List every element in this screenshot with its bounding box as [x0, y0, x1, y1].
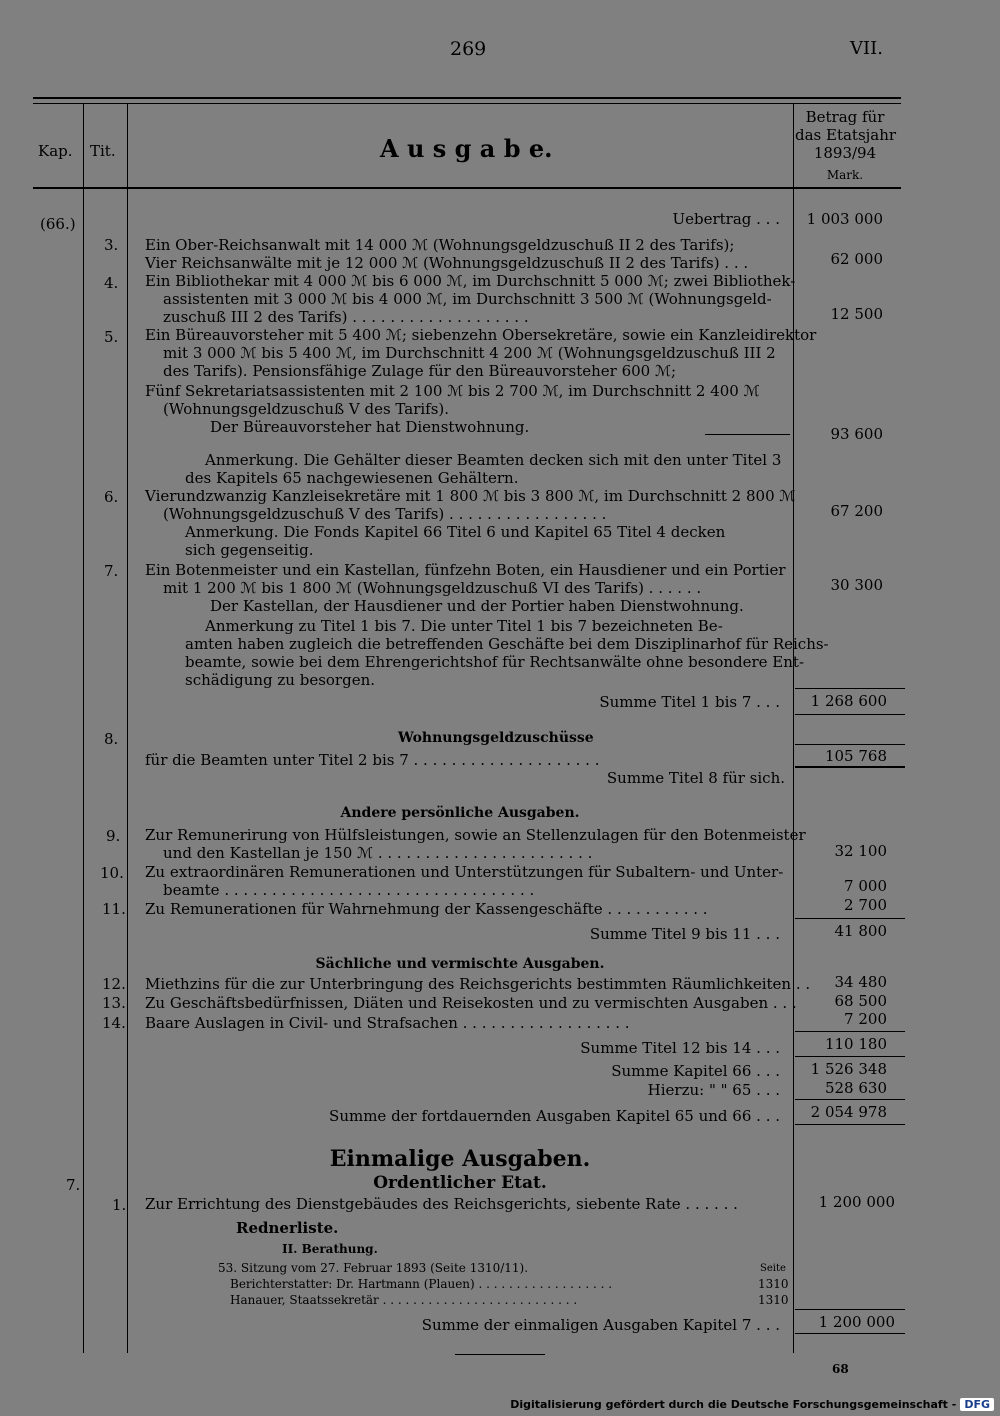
bottom-short-rule [455, 1354, 545, 1355]
titel-8: 8. [104, 730, 119, 748]
titel-5-line-2: mit 3 000 ℳ bis 5 400 ℳ, im Durchschnitt 4 200 ℳ (Wohnungsgeldzuschuß III 2 [163, 344, 776, 362]
sheet-number: 68 [832, 1362, 849, 1376]
einmalig-titel-1-line-1: Zur Errichtung des Dienstgebäudes des Reichsgerichts, siebente Rate . . . . . . [145, 1195, 738, 1213]
sum-1-7-under-rule [795, 714, 905, 715]
top-rule-thin [33, 103, 901, 104]
titel-4-line-1: Ein Bibliothekar mit 4 000 ℳ bis 6 000 ℳ, im Durchschnitt 5 000 ℳ; zwei Bibliothek- [145, 272, 796, 290]
titel-6: 6. [104, 488, 119, 506]
titel-11-amount: 2 700 [844, 896, 887, 914]
titel-6-line-1: Vierundzwanzig Kanzleisekretäre mit 1 800 ℳ bis 3 800 ℳ, im Durchschnitt 2 800 ℳ [145, 487, 796, 505]
saechliche-heading: Sächliche und vermischte Ausgaben. [315, 956, 605, 972]
anmerkung-1-line-2: des Kapitels 65 nachgewiesenen Gehältern. [185, 469, 519, 487]
dfg-footer [0, 1396, 1000, 1416]
titel-12-line-1: Miethzins für die zur Unterbringung des Reichsgerichts bestimmten Räumlichkeiten . . [145, 975, 811, 993]
ordentlicher-etat-heading: Ordentlicher Etat. [373, 1173, 547, 1193]
berathung-heading: II. Berathung. [282, 1242, 378, 1256]
redner-1-page: 1310 [758, 1277, 789, 1291]
seite-label: Seite [760, 1263, 786, 1274]
titel-7-amount: 30 300 [830, 576, 883, 594]
titel-7-line-6: beamte, sowie bei dem Ehrengerichtshof für Rechtsanwälte ohne besondere Ent- [185, 653, 805, 671]
kap-7: 7. [66, 1176, 81, 1194]
titel-5-line-1: Ein Büreauvorsteher mit 5 400 ℳ; siebenzehn Obersekretäre, sowie ein Kanzleidirektor [145, 326, 817, 344]
titel-5-amount: 93 600 [830, 425, 883, 443]
hierzu-label: Hierzu: " " 65 . . . [647, 1081, 780, 1099]
titel-5: 5. [104, 328, 119, 346]
redner-2-page: 1310 [758, 1293, 789, 1307]
kap-66: (66.) [40, 215, 76, 233]
titel-11-line-1: Zu Remunerationen für Wahrnehmung der Kassengeschäfte . . . . . . . . . . . [145, 900, 708, 918]
sum-9-11-rule [795, 918, 905, 919]
titel-7-line-4: Anmerkung zu Titel 1 bis 7. Die unter Titel 1 bis 7 bezeichneten Be- [205, 617, 723, 635]
header-currency: Mark. [826, 168, 864, 182]
header-amount-line2: das Etatsjahr [795, 126, 897, 144]
uebertrag-amount: 1 003 000 [806, 210, 883, 228]
titel-4-line-2: assistenten mit 3 000 ℳ bis 4 000 ℳ, im Durchschnitt 3 500 ℳ (Wohnungsgeld- [163, 290, 772, 308]
sum-kap66-label: Summe Kapitel 66 . . . [611, 1062, 780, 1080]
titel-13-amount: 68 500 [834, 992, 887, 1010]
sum-8-label: Summe Titel 8 für sich. [606, 769, 785, 787]
titel-9-line-2: und den Kastellan je 150 ℳ . . . . . . . . . . . . . . . . . . . . . . . [163, 844, 593, 862]
anmerkung-1-line-1: Anmerkung. Die Gehälter dieser Beamten decken sich mit den unter Titel 3 [205, 451, 782, 469]
titel-10-line-1: Zu extraordinären Remunerationen und Unterstützungen für Subaltern- und Unter- [145, 863, 784, 881]
sum-fortdauernd-amount: 2 054 978 [810, 1103, 887, 1121]
col-divider-amount [793, 103, 794, 1353]
titel-12: 12. [102, 975, 126, 993]
titel-5-rule [705, 434, 790, 435]
header-amount-line1: Betrag für [805, 108, 885, 126]
titel-14: 14. [102, 1014, 126, 1032]
titel-6-line-2: (Wohnungsgeldzuschuß V des Tarifs) . . . . . . . . . . . . . . . . . [163, 505, 607, 523]
header-tit: Tit. [90, 142, 116, 160]
titel-4-amount: 12 500 [830, 305, 883, 323]
sum-einmalig-amount: 1 200 000 [818, 1313, 895, 1331]
header-bottom-rule [33, 187, 901, 189]
titel-8-line-1: für die Beamten unter Titel 2 bis 7 . . . . . . . . . . . . . . . . . . . . [145, 751, 600, 769]
titel-3: 3. [104, 236, 119, 254]
sum-einmalig-under-rule [795, 1333, 905, 1334]
hierzu-amount: 528 630 [824, 1079, 887, 1097]
titel-11: 11. [102, 900, 126, 918]
titel-10-amount: 7 000 [844, 877, 887, 895]
sum-12-14-label: Summe Titel 12 bis 14 . . . [580, 1039, 780, 1057]
titel-8-amount: 105 768 [824, 747, 887, 765]
titel-7-line-7: schädigung zu besorgen. [185, 671, 376, 689]
header-kap: Kap. [38, 142, 73, 160]
andere-heading: Andere persönliche Ausgaben. [340, 805, 580, 821]
titel-7-line-1: Ein Botenmeister und ein Kastellan, fünfzehn Boten, ein Hausdiener und ein Portier [145, 561, 786, 579]
dfg-logo-icon[interactable]: DFG [960, 1398, 994, 1411]
redner-2: Hanauer, Staatssekretär . . . . . . . . . . . . . . . . . . . . . . . . . . [230, 1293, 578, 1307]
titel-6-amount: 67 200 [830, 502, 883, 520]
sum-12-14-amount: 110 180 [824, 1035, 887, 1053]
titel-6-line-4: sich gegenseitig. [185, 541, 314, 559]
einmalig-titel-1-amount: 1 200 000 [818, 1193, 895, 1211]
titel-13: 13. [102, 994, 126, 1012]
sum-1-7-amount: 1 268 600 [810, 692, 887, 710]
titel-8-rule-bottom [795, 766, 905, 768]
titel-3-line-2: Vier Reichsanwälte mit je 12 000 ℳ (Wohnungsgeldzuschuß II 2 des Tarifs) . . . [145, 254, 749, 272]
titel-12-amount: 34 480 [834, 973, 887, 991]
top-rule-thick [33, 97, 901, 99]
sum-9-11-label: Summe Titel 9 bis 11 . . . [589, 925, 780, 943]
titel-10-line-2: beamte . . . . . . . . . . . . . . . . . . . . . . . . . . . . . . . . . [163, 881, 535, 899]
titel-7-line-2: mit 1 200 ℳ bis 1 800 ℳ (Wohnungsgeldzuschuß VI des Tarifs) . . . . . . [163, 579, 702, 597]
titel-5-line-3: des Tarifs). Pensionsfähige Zulage für den Büreauvorsteher 600 ℳ; [163, 362, 677, 380]
titel-13-line-1: Zu Geschäftsbedürfnissen, Diäten und Reisekosten und zu vermischten Ausgaben . . . [145, 994, 797, 1012]
titel-9: 9. [106, 827, 121, 845]
sum-kap66-amount: 1 526 348 [810, 1060, 887, 1078]
titel-14-line-1: Baare Auslagen in Civil- und Strafsachen . . . . . . . . . . . . . . . . . . [145, 1014, 630, 1032]
titel-6-line-3: Anmerkung. Die Fonds Kapitel 66 Titel 6 und Kapitel 65 Titel 4 decken [185, 523, 726, 541]
section-number: VII. [850, 38, 883, 59]
sum-fort-under-rule [795, 1124, 905, 1125]
sum-9-11-amount: 41 800 [834, 922, 887, 940]
titel-10: 10. [100, 864, 124, 882]
sum-1-7-label: Summe Titel 1 bis 7 . . . [599, 693, 780, 711]
page-number: 269 [450, 38, 487, 60]
sum-fortdauernd-label: Summe der fortdauernden Ausgaben Kapitel 65 und 66 . . . [329, 1107, 780, 1125]
titel-9-line-1: Zur Remunerirung von Hülfsleistungen, sowie an Stellenzulagen für den Botenmeister [145, 826, 806, 844]
sum-fort-rule [795, 1099, 905, 1100]
titel-4-line-3: zuschuß III 2 des Tarifs) . . . . . . . . . . . . . . . . . . . [163, 308, 529, 326]
redner-1: Berichterstatter: Dr. Hartmann (Plauen) . . . . . . . . . . . . . . . . . . [230, 1277, 613, 1291]
titel-5-line-5: (Wohnungsgeldzuschuß V des Tarifs). [163, 400, 450, 418]
titel-7: 7. [104, 562, 119, 580]
sum-1-7-rule [795, 688, 905, 689]
titel-3-amount: 62 000 [830, 250, 883, 268]
titel-9-amount: 32 100 [834, 842, 887, 860]
titel-7-line-3: Der Kastellan, der Hausdiener und der Portier haben Dienstwohnung. [210, 597, 744, 615]
header-amount-line3: 1893/94 [813, 144, 877, 162]
col-divider-kap [83, 103, 84, 1353]
titel-5-line-4: Fünf Sekretariatsassistenten mit 2 100 ℳ bis 2 700 ℳ, im Durchschnitt 2 400 ℳ [145, 382, 760, 400]
sum-12-14-rule [795, 1031, 905, 1032]
sitzung-line: 53. Sitzung vom 27. Februar 1893 (Seite 1310/11). [218, 1261, 529, 1275]
einmalig-titel-1: 1. [112, 1196, 127, 1214]
titel-7-line-5: amten haben zugleich die betreffenden Geschäfte bei dem Disziplinarhof für Reichs- [185, 635, 829, 653]
header-ausgabe: A u s g a b e. [380, 134, 553, 163]
sum-12-14-under-rule [795, 1056, 905, 1057]
einmalige-heading: Einmalige Ausgaben. [329, 1146, 591, 1172]
rednerliste-heading: Rednerliste. [236, 1219, 339, 1237]
titel-5-line-6: Der Büreauvorsteher hat Dienstwohnung. [210, 418, 530, 436]
dfg-credit-text: Digitalisierung gefördert durch die Deutsche Forschungsgemeinschaft - [510, 1398, 957, 1411]
titel-3-line-1: Ein Ober-Reichsanwalt mit 14 000 ℳ (Wohnungsgeldzuschuß II 2 des Tarifs); [145, 236, 735, 254]
uebertrag-label: Uebertrag . . . [672, 210, 780, 228]
titel-14-amount: 7 200 [844, 1010, 887, 1028]
titel-8-rule-top [795, 744, 905, 745]
titel-4: 4. [104, 274, 119, 292]
sum-einmalig-label: Summe der einmaligen Ausgaben Kapitel 7 . . . [421, 1316, 780, 1334]
wohnungsgeld-heading: Wohnungsgeldzuschüsse [398, 730, 594, 746]
sum-einmalig-rule [795, 1309, 905, 1310]
